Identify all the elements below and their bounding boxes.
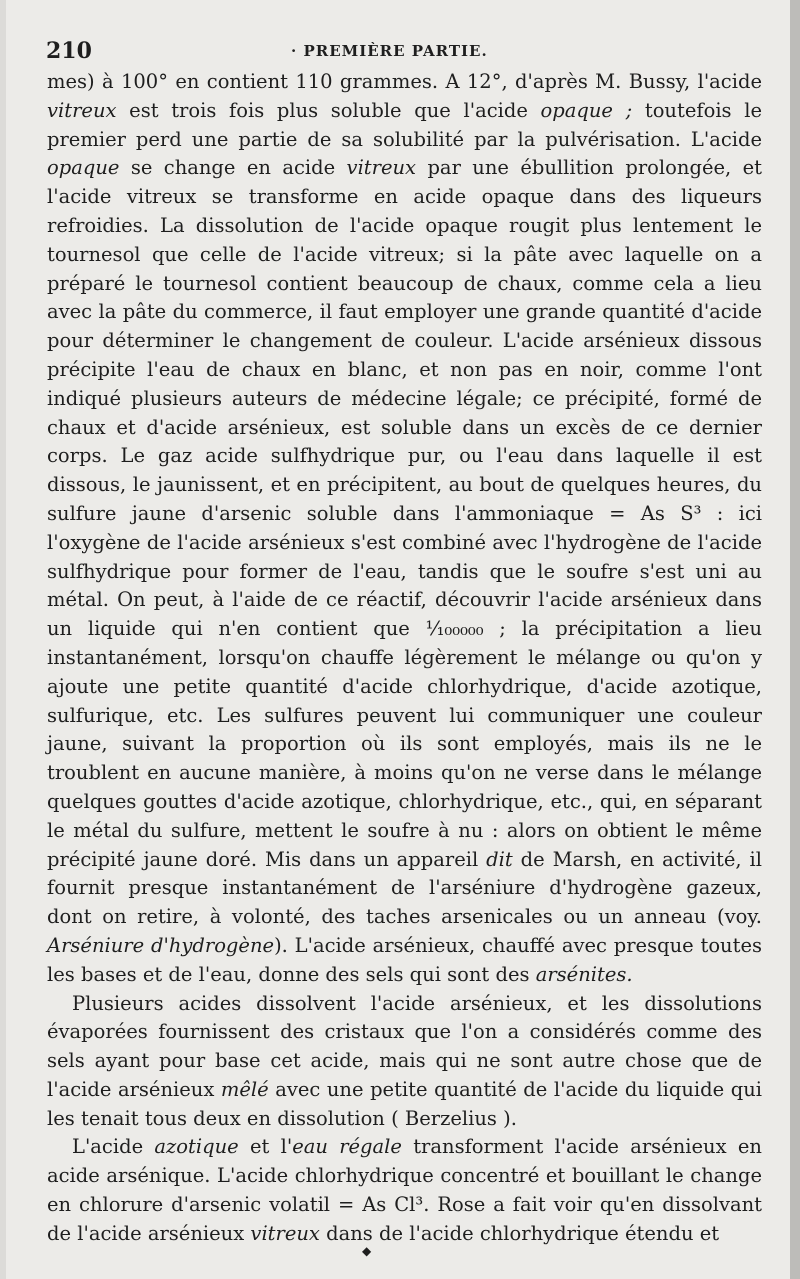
running-title: · PREMIÈRE PARTIE. [291,42,488,60]
italic-text: Arséniure d'hydrogène [47,933,275,957]
body-text [47,68,762,1249]
text-run: est trois fois plus soluble que l'acide [116,98,541,122]
text-run: de Marsh, en activité, il fournit presque instantanément de l'arséniure d'hydrogène gazeux, dont on retire, à volonté, des taches arsenicales ou un anneau (voy. [47,847,762,929]
paragraph [47,68,762,990]
text-run: se change en acide [119,156,347,180]
italic-text: azotique [154,1135,239,1159]
footer-ornament-icon: ◆ [362,1244,372,1258]
text-run: et l' [238,1135,293,1159]
page-edge-left [0,0,6,1279]
italic-text: mêlé [220,1077,269,1101]
italic-text: opaque [47,156,120,180]
text-run: transforment l'acide arsénieux en acide arsénique. L'acide chlorhydrique concentré et bouillant le change en chlorure d'arsenic volatil = As Cl³. Rose a fait voir qu'en dissolvant de l'acide arsénieux [47,1135,762,1245]
page-header [46,36,766,66]
italic-text: opaque ; [540,98,633,122]
italic-text: dit [486,847,513,871]
paragraph [47,990,762,1134]
page-edge-right [790,0,800,1279]
italic-text: arsénites. [535,962,633,986]
text-run: avec une petite quantité de l'acide du liquide qui les tenait tous deux en dissolution ( Berzelius ). [47,1077,762,1130]
italic-text: eau régale [292,1135,402,1159]
text-run: toutefois le premier perd une partie de sa solubilité par la pulvérisation. L'acide [47,98,762,151]
text-run: par une ébullition prolongée, et l'acide vitreux se transforme en acide opaque dans des liqueurs refroidies. La dissolution de l'acide opaque rougit plus lentement le tournesol que celle de l'acide vitreux; si la pâte avec laquelle on a préparé le tournesol contient beaucoup de chaux, comme cela a lieu avec la pâte du commerce, il faut employer une grande quantité d'acide pour déterminer le changement de couleur. L'acide arsénieux dissous précipite l'eau de chaux en blanc, et non pas en noir, comme l'ont indiqué plusieurs auteurs de médecine légale; ce précipité, formé de chaux et d'acide arsénieux, est soluble dans un excès de ce dernier corps. Le gaz acide sulfhydrique pur, ou l'eau dans laquelle il est dissous, le jaunissent, et en précipitent, au bout de quelques heures, du sulfure jaune d'arsenic soluble dans l'ammoniaque = As S³ : ici l'oxygène de l'acide arsénieux s'est combiné avec l'hydrogène de l'acide sulfhydrique pour former de l'eau, tandis que le soufre s'est uni au métal. On peut, à l'aide de ce réactif, découvrir l'acide arsénieux dans un liquide qui n'en contient que ¹⁄₁₀₀₀₀₀ ; la précipitation a lieu instantanément, lorsqu'on chauffe légèrement le mélange ou qu'on y ajoute une petite quantité d'acide chlorhydrique, d'acide azotique, sulfurique, etc. Les sulfures peuvent lui communiquer une couleur jaune, suivant la proportion où ils sont employés, mais ils ne le troublent en aucune manière, à moins qu'on ne verse dans le mélange quelques gouttes d'acide azotique, chlorhydrique, etc., qui, en séparant le métal du sulfure, mettent le soufre à nu : alors on obtient le même précipité jaune doré. Mis dans un appareil [47,156,762,871]
text-run: Plusieurs acides dissolvent l'acide arsénieux, et les dissolutions évaporées fournissent des cristaux que l'on a considérés comme des sels ayant pour base cet acide, mais qui ne sont autre chose que de l'acide arsénieux [47,991,762,1101]
page-number: 210 [46,38,92,64]
text-run: ). L'acide arsénieux, chauffé avec presque toutes les bases et de l'eau, donne des sels qui sont des [47,933,763,986]
text-run: mes) à 100° en contient 110 grammes. A 12°, d'après M. Bussy, l'acide [47,70,762,93]
italic-text: vitreux [346,156,417,180]
paragraph [47,1133,762,1248]
italic-text: vitreux [250,1221,320,1245]
italic-text: vitreux [47,98,117,122]
text-run: dans de l'acide chlorhydrique étendu et [319,1221,720,1245]
text-run: L'acide [72,1135,155,1159]
